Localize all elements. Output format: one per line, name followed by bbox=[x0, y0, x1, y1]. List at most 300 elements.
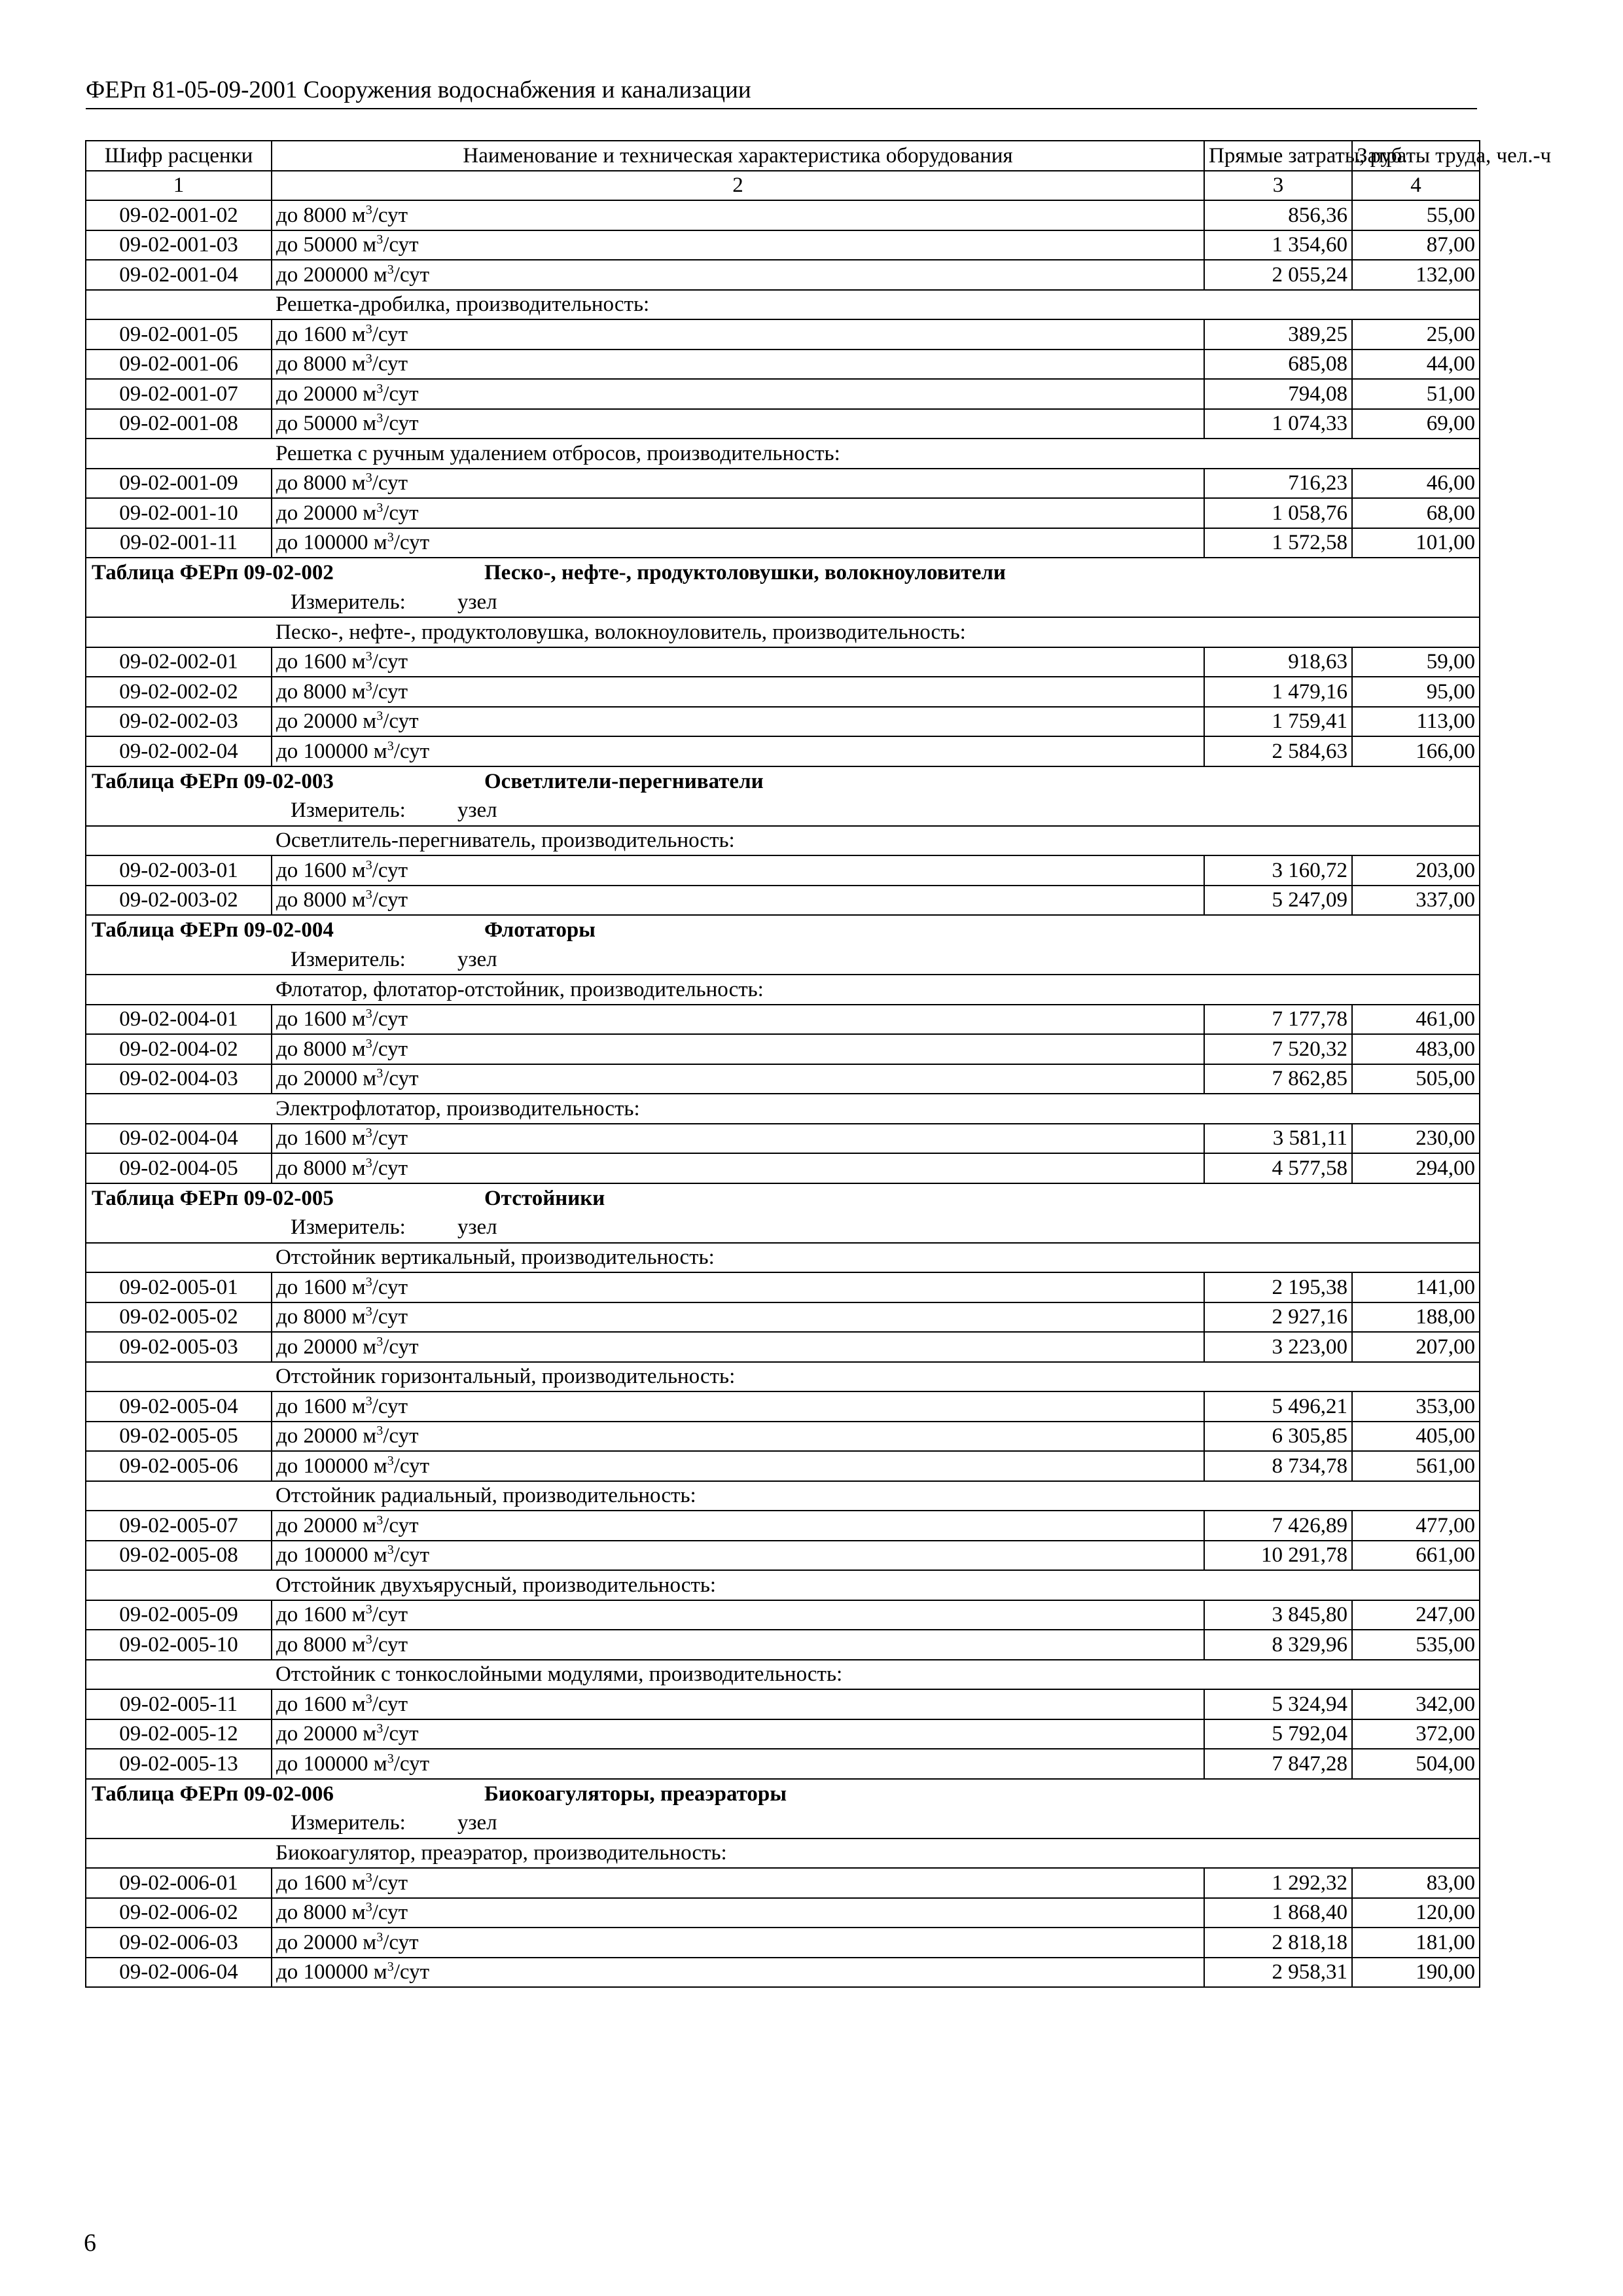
measure-unit bbox=[86, 796, 1480, 826]
item-description bbox=[272, 1422, 1204, 1452]
group-heading-row bbox=[86, 1660, 1480, 1690]
direct-cost-value: 7 177,78 bbox=[1204, 1005, 1352, 1035]
direct-cost-value: 3 581,11 bbox=[1204, 1124, 1352, 1154]
item-description bbox=[272, 1272, 1204, 1302]
direct-cost-value: 7 847,28 bbox=[1204, 1749, 1352, 1779]
item-description bbox=[272, 1541, 1204, 1571]
table-number: Таблица ФЕРп 09-02-002 bbox=[92, 561, 334, 585]
direct-cost-value: 716,23 bbox=[1204, 469, 1352, 499]
group-blank-cell bbox=[86, 1481, 272, 1511]
direct-cost-value: 2 195,38 bbox=[1204, 1272, 1352, 1302]
rate-code: 09-02-005-08 bbox=[86, 1541, 272, 1571]
rate-code: 09-02-003-01 bbox=[86, 855, 272, 886]
group-heading: Отстойник радиальный, производительность: bbox=[272, 1481, 1480, 1511]
table-name: Осветлители-перегниватели bbox=[484, 769, 764, 793]
table-title bbox=[86, 1183, 1480, 1213]
cubic-superscript: 3 bbox=[365, 202, 372, 217]
cubic-superscript: 3 bbox=[387, 1960, 394, 1975]
rate-code: 09-02-006-01 bbox=[86, 1868, 272, 1898]
group-blank-cell bbox=[86, 290, 272, 320]
capacity-text: до 20000 м bbox=[276, 1424, 377, 1448]
table-row bbox=[86, 260, 1480, 290]
measure-unit-row bbox=[86, 588, 1480, 618]
cubic-superscript: 3 bbox=[376, 411, 383, 426]
unit-suffix: /сут bbox=[372, 1037, 408, 1061]
cubic-superscript: 3 bbox=[376, 1721, 383, 1736]
unit-suffix: /сут bbox=[393, 1454, 429, 1478]
measure-label: Измеритель: bbox=[291, 1215, 406, 1240]
table-row bbox=[86, 350, 1480, 380]
capacity-text: до 8000 м bbox=[276, 471, 366, 495]
unit-suffix: /сут bbox=[383, 1424, 419, 1448]
direct-cost-value: 685,08 bbox=[1204, 350, 1352, 380]
labor-cost-value: 230,00 bbox=[1352, 1124, 1480, 1154]
labor-cost-value: 483,00 bbox=[1352, 1034, 1480, 1064]
cubic-superscript: 3 bbox=[376, 500, 383, 515]
item-description bbox=[272, 707, 1204, 737]
capacity-text: до 1600 м bbox=[276, 1871, 366, 1895]
col-number-2: 2 bbox=[272, 171, 1204, 201]
cubic-superscript: 3 bbox=[365, 1632, 372, 1647]
direct-cost-value: 1 354,60 bbox=[1204, 230, 1352, 260]
labor-cost-value: 342,00 bbox=[1352, 1689, 1480, 1719]
unit-suffix: /сут bbox=[383, 382, 419, 406]
direct-cost-value: 8 329,96 bbox=[1204, 1630, 1352, 1660]
unit-suffix: /сут bbox=[393, 1543, 429, 1568]
rates-table-body bbox=[86, 141, 1552, 1987]
rate-code: 09-02-005-07 bbox=[86, 1511, 272, 1541]
labor-cost-value: 69,00 bbox=[1352, 409, 1480, 439]
rate-code: 09-02-001-11 bbox=[86, 528, 272, 558]
measure-unit-row bbox=[86, 1808, 1480, 1839]
item-description bbox=[272, 200, 1204, 230]
direct-cost-value: 3 160,72 bbox=[1204, 855, 1352, 886]
direct-cost-value: 1 868,40 bbox=[1204, 1898, 1352, 1928]
rate-code: 09-02-004-01 bbox=[86, 1005, 272, 1035]
rate-code: 09-02-001-03 bbox=[86, 230, 272, 260]
unit-suffix: /сут bbox=[372, 203, 408, 227]
table-row bbox=[86, 1928, 1480, 1958]
group-heading: Решетка-дробилка, производительность: bbox=[272, 290, 1480, 320]
measure-unit bbox=[86, 1808, 1480, 1839]
group-heading-row bbox=[86, 1243, 1480, 1273]
labor-cost-value: 294,00 bbox=[1352, 1153, 1480, 1183]
direct-cost-value: 8 734,78 bbox=[1204, 1451, 1352, 1481]
direct-cost-value: 5 324,94 bbox=[1204, 1689, 1352, 1719]
direct-cost-value: 918,63 bbox=[1204, 647, 1352, 677]
labor-cost-value: 661,00 bbox=[1352, 1541, 1480, 1571]
cubic-superscript: 3 bbox=[365, 857, 372, 872]
unit-suffix: /сут bbox=[372, 1394, 408, 1418]
direct-cost-value: 7 520,32 bbox=[1204, 1034, 1352, 1064]
measure-value: узел bbox=[457, 798, 497, 823]
table-row bbox=[86, 1064, 1480, 1094]
capacity-text: до 1600 м bbox=[276, 1126, 366, 1151]
table-row bbox=[86, 1600, 1480, 1630]
page-number: 6 bbox=[84, 2229, 96, 2257]
table-row bbox=[86, 469, 1480, 499]
unit-suffix: /сут bbox=[372, 471, 408, 495]
direct-cost-value: 1 759,41 bbox=[1204, 707, 1352, 737]
direct-cost-value: 794,08 bbox=[1204, 379, 1352, 409]
group-blank-cell bbox=[86, 1243, 272, 1273]
rate-code: 09-02-005-01 bbox=[86, 1272, 272, 1302]
direct-cost-value: 3 845,80 bbox=[1204, 1600, 1352, 1630]
rate-code: 09-02-005-04 bbox=[86, 1391, 272, 1422]
rate-code: 09-02-004-03 bbox=[86, 1064, 272, 1094]
group-heading-row bbox=[86, 617, 1480, 647]
labor-cost-value: 405,00 bbox=[1352, 1422, 1480, 1452]
group-blank-cell bbox=[86, 439, 272, 469]
unit-suffix: /сут bbox=[383, 501, 419, 525]
labor-cost-value: 83,00 bbox=[1352, 1868, 1480, 1898]
group-heading-row bbox=[86, 975, 1480, 1005]
item-description bbox=[272, 409, 1204, 439]
group-blank-cell bbox=[86, 1094, 272, 1124]
cubic-superscript: 3 bbox=[365, 471, 372, 486]
group-heading: Биокоагулятор, преаэратор, производительность: bbox=[272, 1839, 1480, 1869]
rate-code: 09-02-004-05 bbox=[86, 1153, 272, 1183]
labor-cost-value: 120,00 bbox=[1352, 1898, 1480, 1928]
cubic-superscript: 3 bbox=[376, 1424, 383, 1439]
unit-suffix: /сут bbox=[393, 1751, 429, 1776]
rate-code: 09-02-001-10 bbox=[86, 498, 272, 528]
labor-cost-value: 113,00 bbox=[1352, 707, 1480, 737]
rate-code: 09-02-001-02 bbox=[86, 200, 272, 230]
item-description bbox=[272, 498, 1204, 528]
labor-cost-value: 247,00 bbox=[1352, 1600, 1480, 1630]
labor-cost-value: 181,00 bbox=[1352, 1928, 1480, 1958]
table-row bbox=[86, 707, 1480, 737]
cubic-superscript: 3 bbox=[376, 232, 383, 247]
unit-suffix: /сут bbox=[372, 1275, 408, 1299]
group-heading: Электрофлотатор, производительность: bbox=[272, 1094, 1480, 1124]
unit-suffix: /сут bbox=[383, 412, 419, 436]
direct-cost-value: 3 223,00 bbox=[1204, 1332, 1352, 1362]
rate-code: 09-02-001-05 bbox=[86, 319, 272, 350]
table-row bbox=[86, 1272, 1480, 1302]
rate-code: 09-02-005-03 bbox=[86, 1332, 272, 1362]
group-blank-cell bbox=[86, 1362, 272, 1392]
rate-code: 09-02-002-01 bbox=[86, 647, 272, 677]
item-description bbox=[272, 736, 1204, 766]
group-heading-row bbox=[86, 1570, 1480, 1600]
group-blank-cell bbox=[86, 975, 272, 1005]
rate-code: 09-02-001-08 bbox=[86, 409, 272, 439]
table-title bbox=[86, 766, 1480, 797]
table-row bbox=[86, 1749, 1480, 1779]
group-heading: Песко-, нефте-, продуктоловушка, волокноуловитель, производительность: bbox=[272, 617, 1480, 647]
rate-code: 09-02-001-09 bbox=[86, 469, 272, 499]
cubic-superscript: 3 bbox=[387, 1453, 394, 1468]
unit-suffix: /сут bbox=[383, 1722, 419, 1746]
item-description bbox=[272, 1064, 1204, 1094]
unit-suffix: /сут bbox=[372, 888, 408, 912]
measure-value: узел bbox=[457, 590, 497, 614]
item-description bbox=[272, 1958, 1204, 1988]
capacity-text: до 20000 м bbox=[276, 1067, 377, 1091]
item-description bbox=[272, 469, 1204, 499]
unit-suffix: /сут bbox=[372, 1126, 408, 1151]
item-description bbox=[272, 1719, 1204, 1749]
capacity-text: до 100000 м bbox=[276, 1454, 387, 1478]
cubic-superscript: 3 bbox=[387, 738, 394, 753]
cubic-superscript: 3 bbox=[365, 351, 372, 367]
table-row bbox=[86, 1689, 1480, 1719]
labor-cost-value: 95,00 bbox=[1352, 677, 1480, 707]
table-row bbox=[86, 736, 1480, 766]
unit-suffix: /сут bbox=[393, 531, 429, 555]
item-description bbox=[272, 350, 1204, 380]
cubic-superscript: 3 bbox=[365, 1036, 372, 1051]
table-name: Флотаторы bbox=[484, 918, 596, 942]
group-heading: Отстойник вертикальный, производительность: bbox=[272, 1243, 1480, 1273]
unit-suffix: /сут bbox=[372, 1156, 408, 1180]
group-heading-row bbox=[86, 1839, 1480, 1869]
labor-cost-value: 25,00 bbox=[1352, 319, 1480, 350]
rate-code: 09-02-004-04 bbox=[86, 1124, 272, 1154]
rate-code: 09-02-006-03 bbox=[86, 1928, 272, 1958]
item-description bbox=[272, 1928, 1204, 1958]
cubic-superscript: 3 bbox=[376, 381, 383, 396]
cubic-superscript: 3 bbox=[365, 1126, 372, 1141]
table-row bbox=[86, 1451, 1480, 1481]
table-title bbox=[86, 915, 1480, 945]
cubic-superscript: 3 bbox=[376, 1929, 383, 1945]
group-heading: Отстойник горизонтальный, производительность: bbox=[272, 1362, 1480, 1392]
capacity-text: до 8000 м bbox=[276, 203, 366, 227]
labor-cost-value: 101,00 bbox=[1352, 528, 1480, 558]
unit-suffix: /сут bbox=[372, 1007, 408, 1031]
measure-unit-row bbox=[86, 945, 1480, 975]
direct-cost-value: 1 292,32 bbox=[1204, 1868, 1352, 1898]
unit-suffix: /сут bbox=[393, 262, 429, 287]
cubic-superscript: 3 bbox=[365, 1274, 372, 1289]
labor-cost-value: 141,00 bbox=[1352, 1272, 1480, 1302]
item-description bbox=[272, 1600, 1204, 1630]
unit-suffix: /сут bbox=[383, 709, 419, 734]
labor-cost-value: 535,00 bbox=[1352, 1630, 1480, 1660]
capacity-text: до 20000 м bbox=[276, 709, 377, 734]
unit-suffix: /сут bbox=[372, 858, 408, 882]
col-number-4: 4 bbox=[1352, 171, 1480, 201]
item-description bbox=[272, 379, 1204, 409]
rate-code: 09-02-005-12 bbox=[86, 1719, 272, 1749]
table-title bbox=[86, 1779, 1480, 1809]
direct-cost-value: 389,25 bbox=[1204, 319, 1352, 350]
unit-suffix: /сут bbox=[372, 650, 408, 674]
capacity-text: до 8000 м bbox=[276, 888, 366, 912]
item-description bbox=[272, 1005, 1204, 1035]
group-heading: Отстойник двухъярусный, производительность: bbox=[272, 1570, 1480, 1600]
unit-suffix: /сут bbox=[372, 322, 408, 346]
direct-cost-value: 5 247,09 bbox=[1204, 886, 1352, 916]
group-heading-row bbox=[86, 1481, 1480, 1511]
rate-code: 09-02-002-04 bbox=[86, 736, 272, 766]
item-description bbox=[272, 260, 1204, 290]
capacity-text: до 8000 м bbox=[276, 1901, 366, 1925]
cubic-superscript: 3 bbox=[365, 321, 372, 336]
labor-cost-value: 372,00 bbox=[1352, 1719, 1480, 1749]
direct-cost-value: 4 577,58 bbox=[1204, 1153, 1352, 1183]
cubic-superscript: 3 bbox=[365, 1900, 372, 1915]
direct-cost-value: 10 291,78 bbox=[1204, 1541, 1352, 1571]
capacity-text: до 100000 м bbox=[276, 1960, 387, 1984]
rates-table bbox=[85, 140, 1552, 1988]
unit-suffix: /сут bbox=[393, 739, 429, 763]
direct-cost-value: 856,36 bbox=[1204, 200, 1352, 230]
table-row bbox=[86, 1005, 1480, 1035]
group-heading-row bbox=[86, 290, 1480, 320]
capacity-text: до 8000 м bbox=[276, 1156, 366, 1180]
cubic-superscript: 3 bbox=[376, 1334, 383, 1349]
capacity-text: до 8000 м bbox=[276, 1037, 366, 1061]
labor-cost-value: 46,00 bbox=[1352, 469, 1480, 499]
table-row bbox=[86, 498, 1480, 528]
table-row bbox=[86, 1422, 1480, 1452]
cubic-superscript: 3 bbox=[376, 1066, 383, 1081]
table-row bbox=[86, 1868, 1480, 1898]
cubic-superscript: 3 bbox=[387, 1543, 394, 1558]
labor-cost-value: 68,00 bbox=[1352, 498, 1480, 528]
capacity-text: до 20000 м bbox=[276, 1930, 377, 1954]
table-name: Биокоагуляторы, преаэраторы bbox=[484, 1782, 787, 1806]
running-header: ФЕРп 81-05-09-2001 Сооружения водоснабжения и канализации bbox=[86, 76, 1477, 109]
rate-code: 09-02-005-09 bbox=[86, 1600, 272, 1630]
unit-suffix: /сут bbox=[372, 352, 408, 376]
capacity-text: до 20000 м bbox=[276, 1335, 377, 1359]
rate-code: 09-02-005-11 bbox=[86, 1689, 272, 1719]
column-number-row bbox=[86, 171, 1480, 201]
table-title-row bbox=[86, 1779, 1480, 1809]
capacity-text: до 8000 м bbox=[276, 352, 366, 376]
table-row bbox=[86, 1034, 1480, 1064]
rate-code: 09-02-001-07 bbox=[86, 379, 272, 409]
table-number: Таблица ФЕРп 09-02-003 bbox=[92, 769, 334, 793]
group-heading: Отстойник с тонкослойными модулями, производительность: bbox=[272, 1660, 1480, 1690]
direct-cost-value: 7 862,85 bbox=[1204, 1064, 1352, 1094]
item-description bbox=[272, 230, 1204, 260]
table-row bbox=[86, 1898, 1480, 1928]
measure-value: узел bbox=[457, 1215, 497, 1240]
capacity-text: до 8000 м bbox=[276, 1305, 366, 1329]
table-row bbox=[86, 677, 1480, 707]
item-description bbox=[272, 1898, 1204, 1928]
rate-code: 09-02-003-02 bbox=[86, 886, 272, 916]
col-number-3: 3 bbox=[1204, 171, 1352, 201]
table-row bbox=[86, 886, 1480, 916]
cubic-superscript: 3 bbox=[365, 888, 372, 903]
labor-cost-value: 132,00 bbox=[1352, 260, 1480, 290]
table-name: Отстойники bbox=[484, 1186, 605, 1210]
capacity-text: до 100000 м bbox=[276, 1543, 387, 1568]
cubic-superscript: 3 bbox=[365, 1393, 372, 1408]
table-row bbox=[86, 1719, 1480, 1749]
group-heading: Флотатор, флотатор-отстойник, производительность: bbox=[272, 975, 1480, 1005]
capacity-text: до 1600 м bbox=[276, 1007, 366, 1031]
table-row bbox=[86, 1153, 1480, 1183]
cubic-superscript: 3 bbox=[365, 1602, 372, 1617]
direct-cost-value: 2 927,16 bbox=[1204, 1302, 1352, 1333]
group-blank-cell bbox=[86, 1839, 272, 1869]
column-header-row bbox=[86, 141, 1480, 171]
measure-label: Измеритель: bbox=[291, 590, 406, 614]
item-description bbox=[272, 1124, 1204, 1154]
unit-suffix: /сут bbox=[372, 1305, 408, 1329]
table-row bbox=[86, 1511, 1480, 1541]
table-row bbox=[86, 1124, 1480, 1154]
unit-suffix: /сут bbox=[383, 1067, 419, 1091]
group-blank-cell bbox=[86, 826, 272, 856]
capacity-text: до 20000 м bbox=[276, 501, 377, 525]
rate-code: 09-02-005-06 bbox=[86, 1451, 272, 1481]
group-heading-row bbox=[86, 826, 1480, 856]
group-heading-row bbox=[86, 1094, 1480, 1124]
rate-code: 09-02-005-10 bbox=[86, 1630, 272, 1660]
item-description bbox=[272, 1451, 1204, 1481]
table-row bbox=[86, 1332, 1480, 1362]
labor-cost-value: 87,00 bbox=[1352, 230, 1480, 260]
cubic-superscript: 3 bbox=[387, 262, 394, 277]
rate-code: 09-02-001-04 bbox=[86, 260, 272, 290]
table-title-row bbox=[86, 558, 1480, 588]
group-heading: Осветлитель-перегниватель, производительность: bbox=[272, 826, 1480, 856]
item-description bbox=[272, 1511, 1204, 1541]
direct-cost-value: 1 479,16 bbox=[1204, 677, 1352, 707]
cubic-superscript: 3 bbox=[365, 1870, 372, 1885]
group-blank-cell bbox=[86, 1570, 272, 1600]
unit-suffix: /сут bbox=[383, 1930, 419, 1954]
capacity-text: до 20000 м bbox=[276, 1513, 377, 1537]
unit-suffix: /сут bbox=[393, 1960, 429, 1984]
capacity-text: до 8000 м bbox=[276, 679, 366, 704]
measure-label: Измеритель: bbox=[291, 798, 406, 823]
table-row bbox=[86, 1391, 1480, 1422]
capacity-text: до 20000 м bbox=[276, 382, 377, 406]
capacity-text: до 1600 м bbox=[276, 1603, 366, 1627]
rate-code: 09-02-002-02 bbox=[86, 677, 272, 707]
col-header-direct-cost: Прямые затраты, руб. bbox=[1204, 141, 1352, 171]
measure-unit-row bbox=[86, 796, 1480, 826]
direct-cost-value: 6 305,85 bbox=[1204, 1422, 1352, 1452]
capacity-text: до 1600 м bbox=[276, 322, 366, 346]
table-title-row bbox=[86, 766, 1480, 797]
unit-suffix: /сут bbox=[372, 679, 408, 704]
labor-cost-value: 59,00 bbox=[1352, 647, 1480, 677]
labor-cost-value: 505,00 bbox=[1352, 1064, 1480, 1094]
item-description bbox=[272, 886, 1204, 916]
unit-suffix: /сут bbox=[383, 1513, 419, 1537]
item-description bbox=[272, 319, 1204, 350]
direct-cost-value: 2 958,31 bbox=[1204, 1958, 1352, 1988]
table-row bbox=[86, 379, 1480, 409]
capacity-text: до 100000 м bbox=[276, 739, 387, 763]
labor-cost-value: 203,00 bbox=[1352, 855, 1480, 886]
table-row bbox=[86, 1630, 1480, 1660]
cubic-superscript: 3 bbox=[365, 1691, 372, 1706]
table-row bbox=[86, 230, 1480, 260]
item-description bbox=[272, 1034, 1204, 1064]
item-description bbox=[272, 1332, 1204, 1362]
capacity-text: до 1600 м bbox=[276, 858, 366, 882]
measure-unit bbox=[86, 588, 1480, 618]
table-row bbox=[86, 1958, 1480, 1988]
unit-suffix: /сут bbox=[372, 1871, 408, 1895]
labor-cost-value: 561,00 bbox=[1352, 1451, 1480, 1481]
cubic-superscript: 3 bbox=[376, 1513, 383, 1528]
item-description bbox=[272, 1153, 1204, 1183]
measure-label: Измеритель: bbox=[291, 947, 406, 971]
